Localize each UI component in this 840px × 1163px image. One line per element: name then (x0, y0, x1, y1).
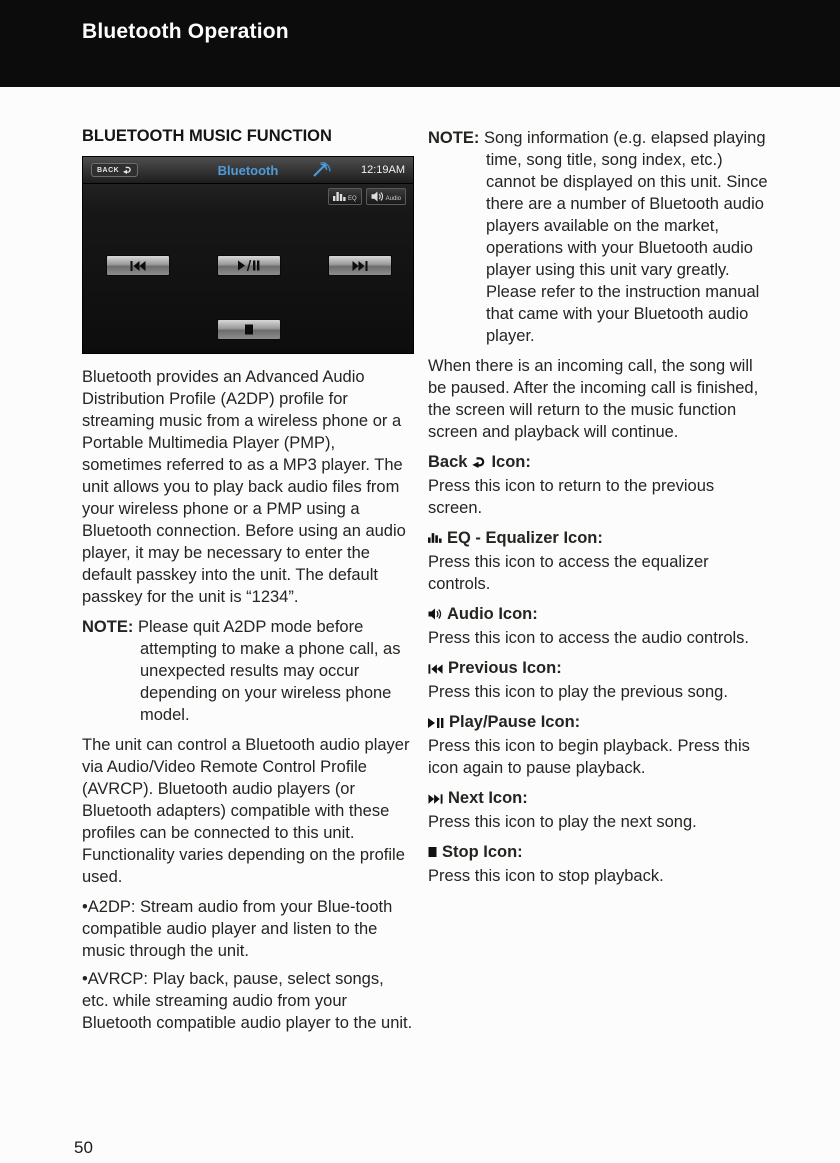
section-heading: BLUETOOTH MUSIC FUNCTION (82, 127, 332, 145)
device-screenshot (82, 156, 414, 354)
icon-item-previous (428, 657, 770, 703)
stop-icon (244, 324, 254, 335)
device-previous-button (106, 255, 170, 276)
device-audio-label: Audio (385, 196, 401, 202)
device-audio-button (366, 188, 406, 205)
icon-item-title: Stop Icon: (428, 841, 770, 863)
icon-item-audio (428, 603, 770, 649)
icon-item-desc: Press this icon to play the next song. (428, 813, 697, 831)
device-stop-button (217, 319, 281, 340)
device-eq-label: EQ (347, 196, 357, 202)
icon-item-play-pause (428, 711, 770, 779)
speaker-icon (371, 191, 384, 202)
paragraph-incoming-call: When there is an incoming call, the song will be paused. After the incoming call is finished, the screen will return to the music function screen and playback will continue. (428, 357, 759, 441)
back-arrow-icon (122, 166, 132, 174)
page-header-band (0, 0, 840, 87)
icon-item-desc: Press this icon to access the equalizer controls. (428, 553, 709, 593)
note-right (428, 127, 770, 347)
speaker-icon (428, 608, 442, 620)
note-text: Please quit A2DP mode before attempting to make a phone call, as unexpected results may occur depending on your wireless phone model. (137, 618, 401, 724)
icon-item-title: Next Icon: (428, 787, 770, 809)
device-screen-title: Bluetooth (217, 162, 279, 178)
device-play-pause-button (217, 255, 281, 276)
note-text: Song information (e.g. elapsed playing time, song title, song index, etc.) cannot be displayed on this unit. Since there are a number of Bluetooth audio players available on the market, operations with your Bluetooth audio player using this unit vary greatly. Please refer to the instruction manual that came with your Bluetooth audio player. (483, 129, 768, 345)
icon-item-next (428, 787, 770, 833)
device-topbar (83, 157, 413, 184)
equalizer-icon (333, 191, 346, 202)
note-left (82, 616, 414, 726)
bullet-avrcp: •AVRCP: Play back, pause, select songs, etc. while streaming audio from your Bluetooth compatible audio player to the unit. (82, 970, 413, 1032)
icon-item-desc: Press this icon to begin playback. Press this icon again to pause playback. (428, 737, 750, 777)
play-pause-icon (428, 718, 444, 728)
next-icon (428, 794, 443, 804)
back-arrow-icon (471, 456, 486, 468)
note-label: NOTE: (82, 618, 134, 636)
device-back-label: BACK (97, 166, 120, 174)
right-column (428, 127, 770, 1040)
icon-item-back (428, 451, 770, 519)
icon-item-stop (428, 841, 770, 887)
icon-item-desc: Press this icon to return to the previous screen. (428, 477, 715, 517)
paragraph-a2dp-intro: Bluetooth provides an Advanced Audio Distribution Profile (A2DP) profile for streaming music from a wireless phone or a Portable Multimedia Player (PMP), sometimes referred to as a MP3 player. The unit allows you to play back audio files from your wireless phone or a PMP using a Bluetooth connection. Before using an audio player, it may be necessary to enter the default passkey into the unit. The default passkey for the unit is “1234”. (82, 368, 406, 606)
device-eq-button (328, 188, 362, 205)
bullet-a2dp: •A2DP: Stream audio from your Blue-tooth compatible audio player and listen to the music through the unit. (82, 898, 393, 960)
icon-item-title: EQ - Equalizer Icon: (428, 527, 770, 549)
note-label: NOTE: (428, 129, 480, 147)
device-clock: 12:19AM (360, 164, 405, 176)
content-columns (0, 87, 840, 1040)
device-next-button (328, 255, 392, 276)
icon-item-eq (428, 527, 770, 595)
icon-item-desc: Press this icon to play the previous song. (428, 683, 728, 701)
icon-item-title: Back Icon: (428, 453, 531, 471)
page-title: Bluetooth Operation (82, 20, 289, 43)
previous-icon (428, 664, 443, 674)
icon-item-desc: Press this icon to access the audio controls. (428, 629, 749, 647)
paragraph-avrcp: The unit can control a Bluetooth audio player via Audio/Video Remote Control Profile (AVRCP). Bluetooth audio players (or Bluetooth adapters) compatible with these profiles can be connected to this unit. Functionality varies depending on the profile used. (82, 736, 410, 886)
stop-icon (428, 846, 437, 858)
bluetooth-signal-icon (311, 162, 333, 178)
icon-item-desc: Press this icon to stop playback. (428, 867, 664, 885)
icon-item-title: Play/Pause Icon: (428, 711, 770, 733)
equalizer-icon (428, 532, 442, 544)
next-icon (352, 261, 368, 271)
device-quick-buttons (328, 188, 406, 205)
left-column (82, 127, 414, 1040)
device-back-button (91, 163, 138, 177)
icon-item-title: Previous Icon: (428, 657, 770, 679)
play-pause-icon (238, 260, 260, 271)
previous-icon (130, 261, 146, 271)
page-number: 50 (74, 1138, 93, 1157)
icon-item-title: Audio Icon: (428, 603, 770, 625)
